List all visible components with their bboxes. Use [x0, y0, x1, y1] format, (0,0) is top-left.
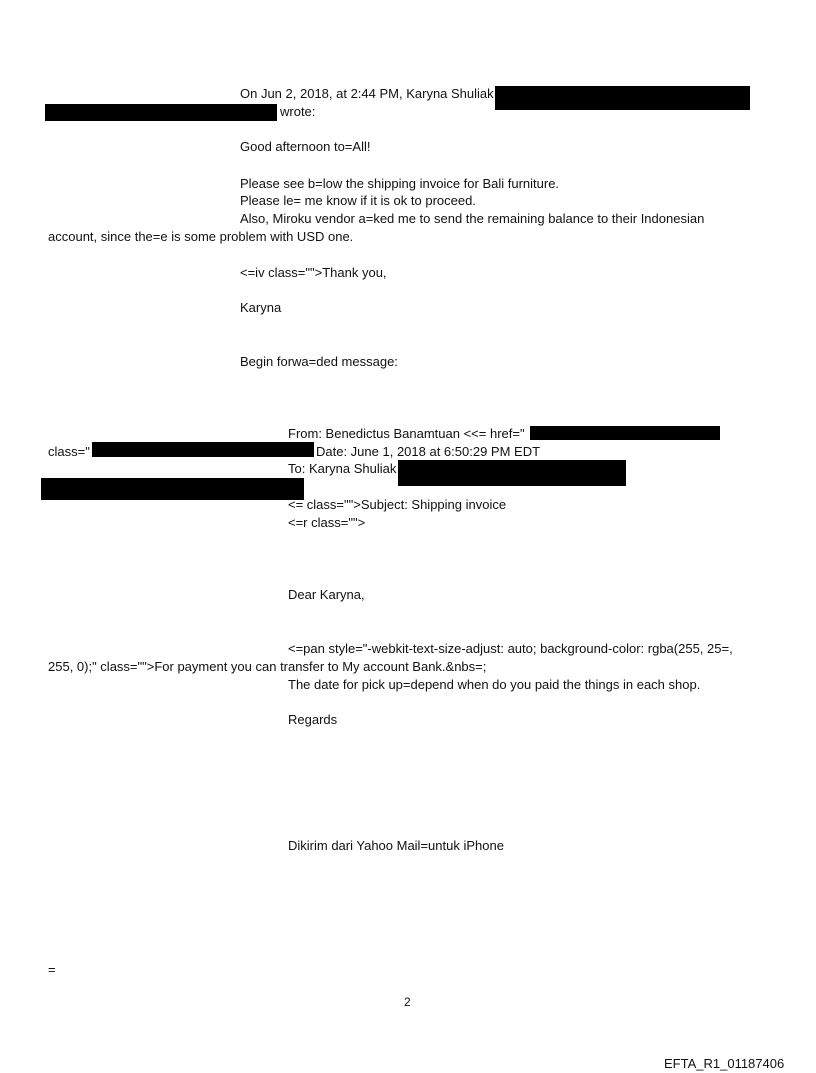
redaction-bar: [45, 104, 277, 121]
bates-number: EFTA_R1_01187406: [664, 1056, 785, 1071]
from-line: From: Benedictus Banamtuan <<= href=": [288, 426, 525, 441]
forwarded-heading: Begin forwa=ded message:: [240, 354, 398, 369]
sent-from-line: Dikirim dari Yahoo Mail=untuk iPhone: [288, 838, 504, 853]
quote-header-line: On Jun 2, 2018, at 2:44 PM, Karyna Shuliak: [240, 86, 494, 101]
class-fragment: class=": [48, 444, 90, 459]
payment-line: <=pan style="-webkit-text-size-adjust: auto; background-color: rgba(255, 25=,: [288, 641, 733, 656]
redaction-bar: [398, 460, 626, 486]
greeting-line: Good afternoon to=All!: [240, 139, 371, 154]
pickup-line: The date for pick up=depend when do you paid the things in each shop.: [288, 677, 701, 692]
salutation-line: Dear Karyna,: [288, 587, 365, 602]
body-line: Also, Miroku vendor a=ked me to send the remaining balance to their Indonesian: [240, 211, 705, 226]
break-tag-line: <=r class="">: [288, 515, 366, 530]
redaction-bar: [41, 478, 304, 500]
redaction-bar: [495, 86, 750, 110]
date-line: Date: June 1, 2018 at 6:50:29 PM EDT: [316, 444, 541, 459]
redaction-bar: [530, 426, 720, 440]
redaction-bar: [92, 442, 314, 457]
thanks-line: <=iv class="">Thank you,: [240, 265, 387, 280]
payment-line: 255, 0);" class="">For payment you can transfer to My account Bank.&nbs=;: [48, 659, 487, 674]
signature-line: Karyna: [240, 300, 282, 315]
quote-header-wrote: wrote:: [280, 104, 316, 119]
subject-line: <= class="">Subject: Shipping invoice: [288, 497, 507, 512]
body-line: account, since the=e is some problem with USD one.: [48, 229, 354, 244]
trailing-equals: =: [48, 962, 56, 977]
to-line: To: Karyna Shuliak: [288, 461, 397, 476]
regards-line: Regards: [288, 712, 338, 727]
page-number: 2: [404, 995, 411, 1009]
body-line: Please see b=low the shipping invoice for Bali furniture.: [240, 176, 560, 191]
body-line: Please le= me know if it is ok to proceed.: [240, 193, 476, 208]
